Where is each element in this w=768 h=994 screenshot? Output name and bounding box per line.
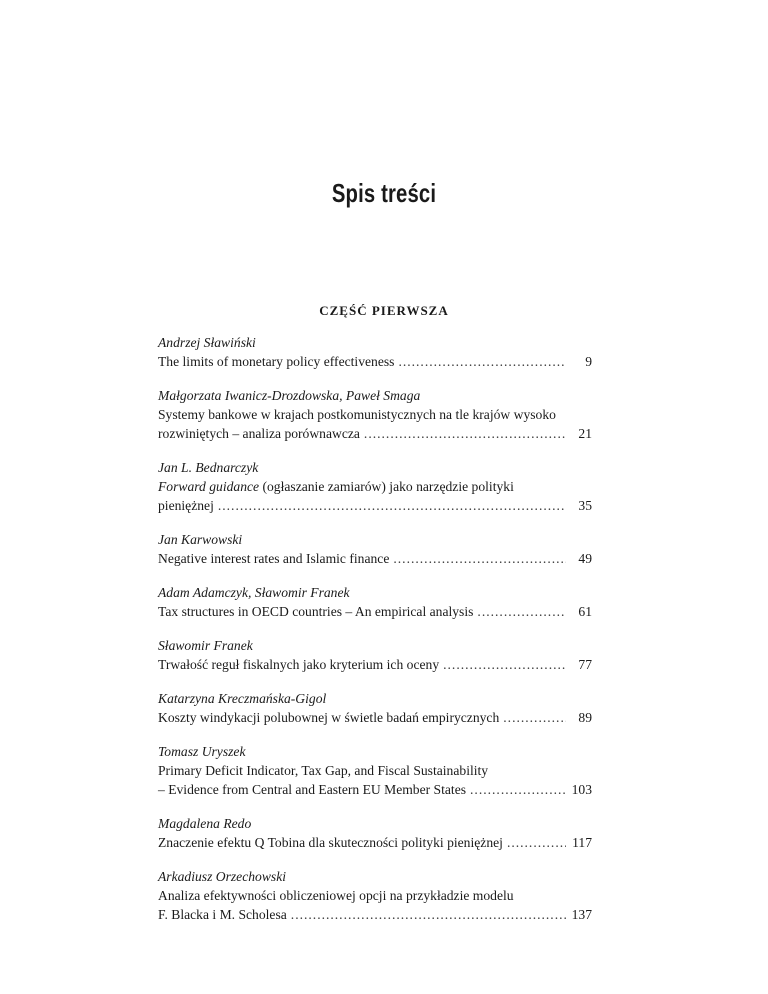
entry-title-rest: (ogłaszanie zamiarów) jako narzędzie polityki xyxy=(259,479,514,494)
entry-title-line: Primary Deficit Indicator, Tax Gap, and Fiscal Sustainability xyxy=(158,763,489,778)
entry-page-number: 137 xyxy=(571,907,592,922)
toc-entry xyxy=(158,689,592,727)
entry-page-number: 21 xyxy=(578,426,592,441)
toc-entry xyxy=(158,458,592,515)
entry-page-number: 77 xyxy=(578,657,592,672)
dot-leader xyxy=(364,424,566,443)
entry-page-number: 103 xyxy=(571,782,592,797)
entry-author: Magdalena Redo xyxy=(158,816,252,831)
page-title: Spis treści xyxy=(331,178,437,208)
entry-title: Negative interest rates and Islamic finance xyxy=(158,551,390,566)
entry-title: The limits of monetary policy effectiveness xyxy=(158,354,395,369)
dot-leader xyxy=(218,496,566,515)
entry-page-number: 35 xyxy=(578,498,592,513)
table-of-contents xyxy=(158,333,592,924)
entry-title: – Evidence from Central and Eastern EU Member States xyxy=(158,782,467,797)
entry-title: Koszty windykacji polubownej w świetle badań empirycznych xyxy=(158,710,500,725)
entry-author: Jan L. Bednarczyk xyxy=(158,460,259,475)
entry-page-number: 61 xyxy=(578,604,592,619)
toc-entry xyxy=(158,530,592,568)
entry-author: Małgorzata Iwanicz-Drozdowska, Paweł Smaga xyxy=(158,388,421,403)
dot-leader xyxy=(398,352,566,371)
entry-author: Sławomir Franek xyxy=(158,638,253,653)
dot-leader xyxy=(503,708,566,727)
entry-title: F. Blacka i M. Scholesa xyxy=(158,907,287,922)
entry-author: Katarzyna Kreczmańska-Gigol xyxy=(158,691,327,706)
entry-page-number: 89 xyxy=(578,710,592,725)
toc-entry xyxy=(158,867,592,924)
entry-title-line: Systemy bankowe w krajach postkomunistycznych na tle krajów wysoko xyxy=(158,407,556,422)
entry-title: Tax structures in OECD countries – An empirical analysis xyxy=(158,604,474,619)
entry-page-number: 49 xyxy=(578,551,592,566)
toc-entry xyxy=(158,636,592,674)
entry-author: Arkadiusz Orzechowski xyxy=(158,869,286,884)
entry-title: pieniężnej xyxy=(158,498,214,513)
entry-title: Znaczenie efektu Q Tobina dla skuteczności polityki pieniężnej xyxy=(158,835,503,850)
toc-entry xyxy=(158,386,592,443)
toc-entry xyxy=(158,814,592,852)
entry-title-line xyxy=(158,477,592,496)
entry-author: Andrzej Sławiński xyxy=(158,335,256,350)
toc-entry xyxy=(158,333,592,371)
dot-leader xyxy=(393,549,566,568)
toc-entry xyxy=(158,583,592,621)
entry-title: rozwiniętych – analiza porównawcza xyxy=(158,426,360,441)
dot-leader xyxy=(470,780,566,799)
dot-leader xyxy=(291,905,566,924)
dot-leader xyxy=(477,602,566,621)
entry-author: Jan Karwowski xyxy=(158,532,243,547)
entry-title-line: Analiza efektywności obliczeniowej opcji na przykładzie modelu xyxy=(158,888,514,903)
entry-title: Trwałość reguł fiskalnych jako kryterium ich oceny xyxy=(158,657,440,672)
entry-page-number: 9 xyxy=(585,354,592,369)
part-heading: CZĘŚĆ PIERWSZA xyxy=(319,303,449,318)
entry-page-number: 117 xyxy=(572,835,592,850)
toc-entry xyxy=(158,742,592,799)
dot-leader xyxy=(443,655,566,674)
entry-author: Adam Adamczyk, Sławomir Franek xyxy=(158,585,350,600)
entry-author: Tomasz Uryszek xyxy=(158,744,246,759)
dot-leader xyxy=(507,833,566,852)
entry-title-italic: Forward guidance xyxy=(158,479,260,494)
